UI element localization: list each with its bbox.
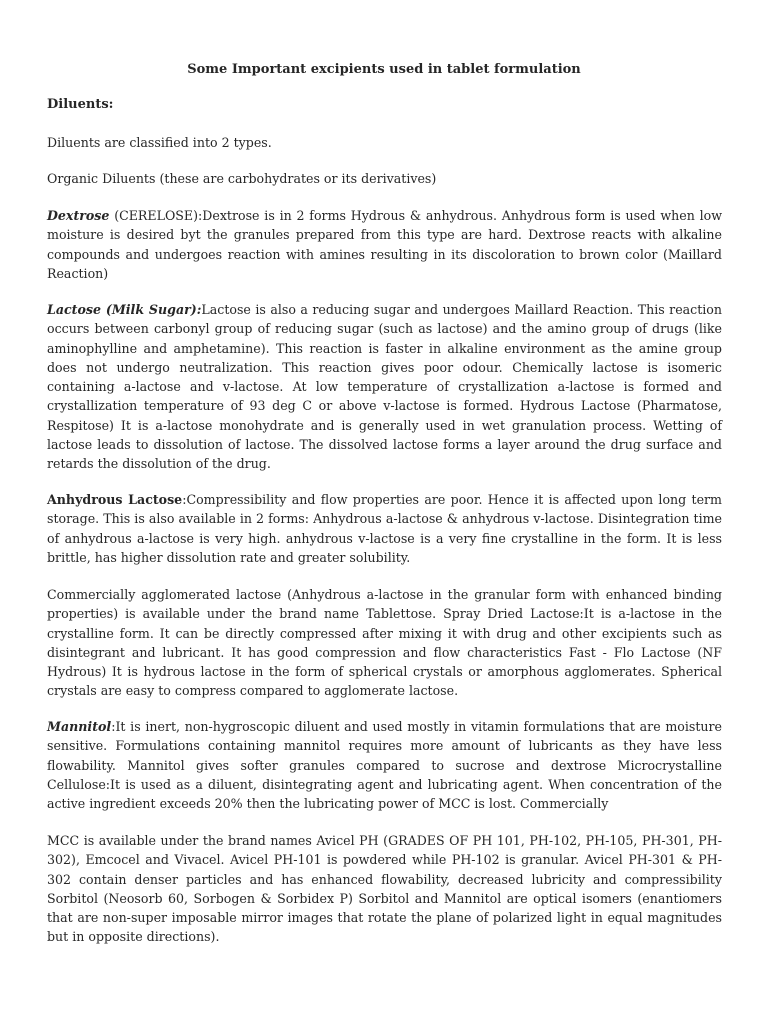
paragraph-organic-diluents: Organic Diluents (these are carbohydrates or its derivatives) [47, 171, 437, 186]
mannitol-text: :It is inert, non-hygroscopic diluent and used mostly in vitamin formulations that are moisture sensitive. Formulations containing mannitol requires more amount of lubricants as they have less flowability. Mannitol gives softer granules compared to sucrose and dextrose Microcrystalline Cellulose:It is used as a diluent, disintegrating agent and lubricating agent. When concentration of the active ingredient exceeds 20% then the lubricating power of MCC is lost. Commercially [47, 719, 722, 812]
term-lactose: Lactose (Milk Sugar): [47, 302, 202, 317]
paragraph-mannitol [47, 717, 722, 813]
paragraph-lactose [47, 300, 722, 474]
paragraph-mcc: MCC is available under the brand names Avicel PH (GRADES OF PH 101, PH-102, PH-105, PH-301, PH-302), Emcocel and Vivacel. Avicel PH-101 is powdered while PH-102 is granular. Avicel PH-301 & PH-302 contain denser particles and has enhanced flowability, decreased lubricity and compressibility Sorbitol (Neosorb 60, Sorbogen & Sorbidex P) Sorbitol and Mannitol are optical isomers (enantiomers that are non-super imposable mirror images that rotate the plane of polarized light in equal magnitudes but in opposite directions). [47, 833, 722, 945]
paragraph-anhydrous-lactose [47, 490, 722, 567]
paragraph-diluent-types: Diluents are classified into 2 types. [47, 135, 272, 150]
term-dextrose: Dextrose [47, 208, 110, 223]
term-mannitol: Mannitol [47, 719, 112, 734]
term-anhydrous-lactose: Anhydrous Lactose [47, 492, 183, 507]
paragraph-agglomerated-lactose: Commercially agglomerated lactose (Anhydrous a-lactose in the granular form with enhanced binding properties) is available under the brand name Tablettose. Spray Dried Lactose:It is a-lactose in the crystalline form. It can be directly compressed after mixing it with drug and other excipients such as disintegrant and lubricant. It has good compression and flow characteristics Fast - Flo Lactose (NF Hydrous) It is hydrous lactose in the form of spherical crystals or amorphous agglomerates. Spherical crystals are easy to compress compared to agglomerate lactose. [47, 587, 722, 699]
lactose-text: Lactose is also a reducing sugar and undergoes Maillard Reaction. This reaction occurs between carbonyl group of reducing sugar (such as lactose) and the amino group of drugs (like aminophylline and amphetamine). This reaction is faster in alkaline environment as the amine group does not undergo neutralization. This reaction gives poor odour. Chemically lactose is isomeric containing a-lactose and v-lactose. At low temperature of crystallization a-lactose is formed and crystallization temperature of 93 deg C or above v-lactose is formed. Hydrous Lactose (Pharmatose, Respitose) It is a-lactose monohydrate and is generally used in wet granulation process. Wetting of lactose leads to dissolution of lactose. The dissolved lactose forms a layer around the drug surface and retards the dissolution of the drug. [47, 302, 722, 472]
anhydrous-lactose-text: :Compressibility and flow properties are poor. Hence it is affected upon long term storage. This is also available in 2 forms: Anhydrous a-lactose & anhydrous v-lactose. Disintegration time of anhydrous a-lactose is very high. anhydrous v-lactose is a very fine crystalline in the form. It is less brittle, has higher dissolution rate and greater solubility. [47, 492, 722, 565]
document-title: Some Important excipients used in tablet formulation [187, 62, 581, 77]
dextrose-text: (CERELOSE):Dextrose is in 2 forms Hydrous & anhydrous. Anhydrous form is used when low moisture is desired byt the granules prepared from this type are hard. Dextrose reacts with alkaline compounds and undergoes reaction with amines resulting in its discoloration to brown color (Maillard Reaction) [47, 208, 722, 281]
paragraph-dextrose [47, 206, 722, 283]
section-heading-diluents: Diluents: [47, 97, 114, 112]
